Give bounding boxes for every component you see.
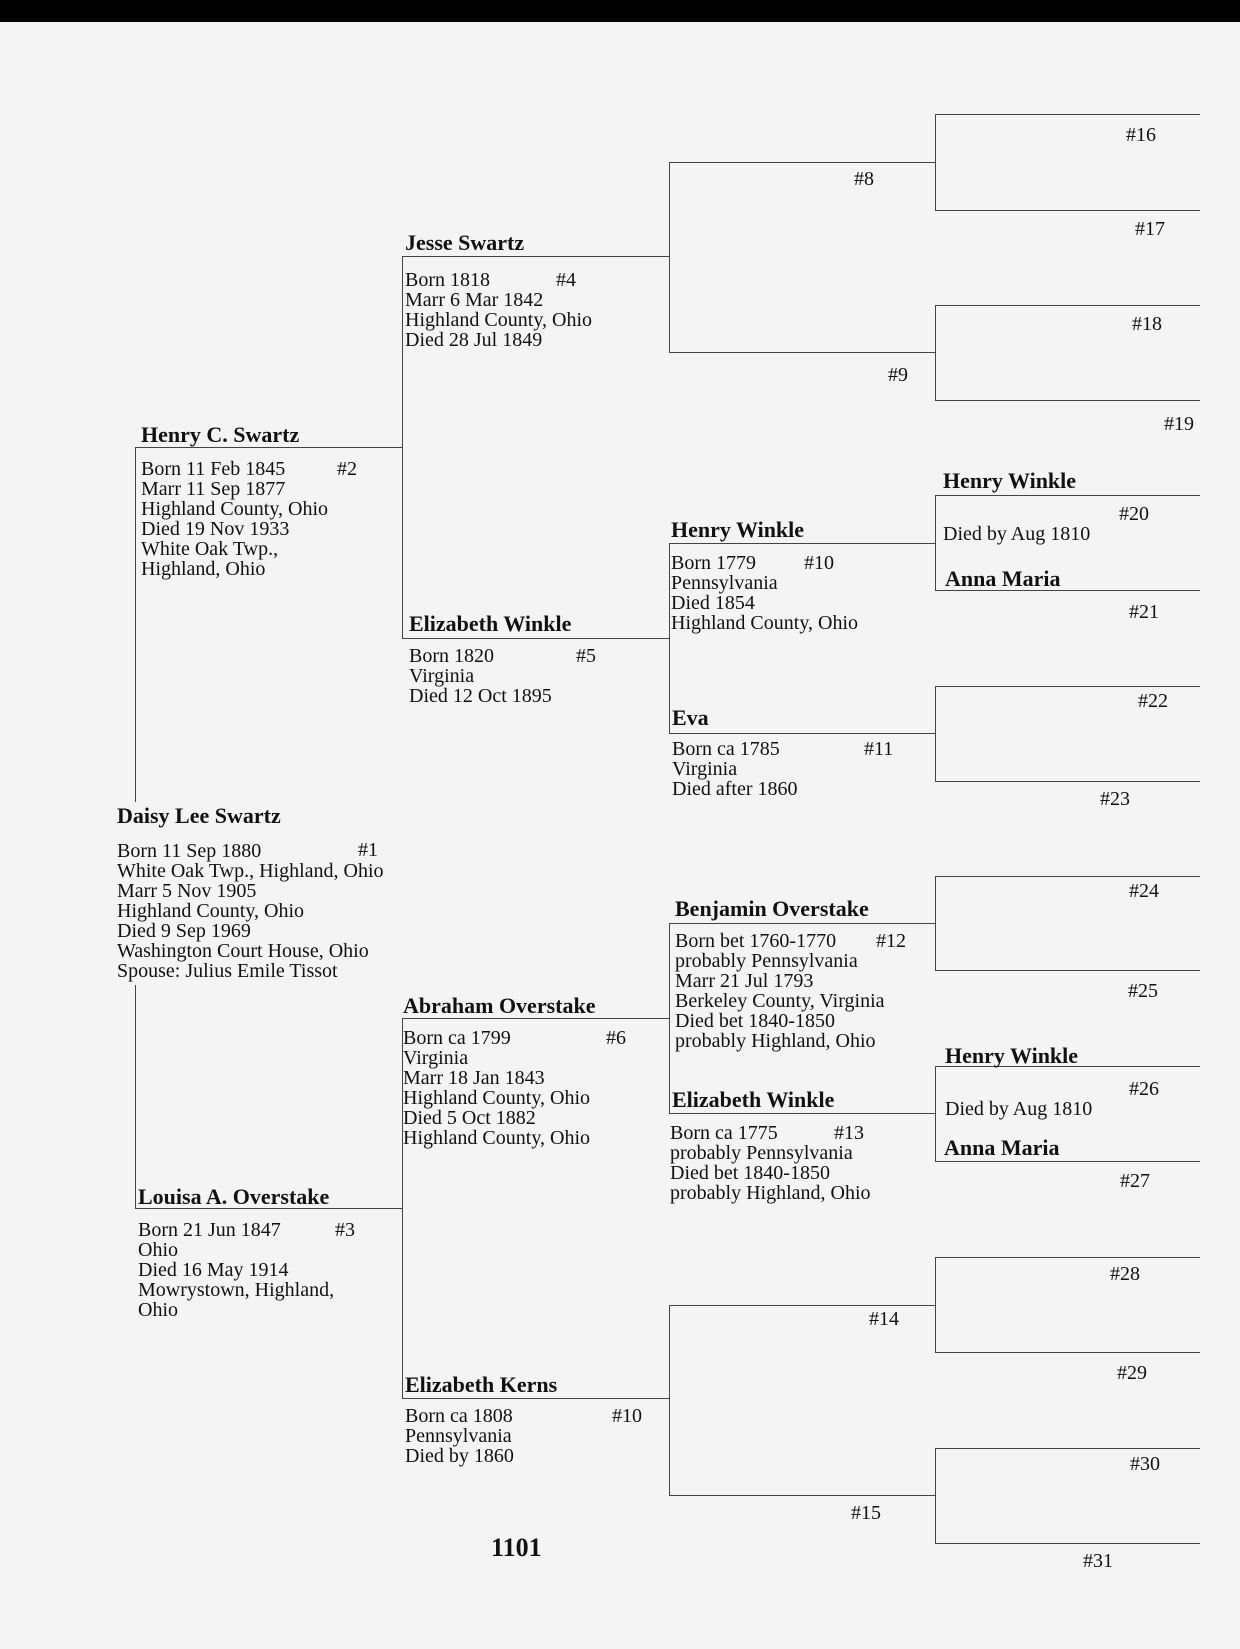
bracket-line	[669, 1305, 670, 1495]
detail-line: Born ca 1799	[403, 1027, 511, 1049]
underline-p4	[402, 256, 669, 257]
detail-line: Marr 21 Jul 1793	[675, 970, 814, 992]
detail-line: Died 5 Oct 1882	[403, 1107, 536, 1129]
detail-line: White Oak Twp.,	[141, 538, 279, 560]
person-29-number: #29	[1117, 1362, 1147, 1384]
detail-line: Born bet 1760-1770	[675, 930, 837, 952]
underline-p24	[935, 876, 1200, 877]
person-number: #4	[556, 269, 576, 291]
person-number: #2	[337, 458, 357, 480]
underline-p7	[402, 1398, 669, 1399]
person-number: #5	[576, 645, 596, 667]
person-name: Daisy Lee Swartz	[117, 803, 281, 828]
detail-line: Virginia	[403, 1047, 469, 1069]
person-24-number: #24	[1129, 880, 1159, 902]
detail-line: Marr 11 Sep 1877	[141, 478, 286, 500]
person-details	[405, 1406, 514, 1466]
person-number: #10	[612, 1405, 642, 1427]
person-details	[138, 1220, 334, 1320]
underline-p22	[935, 686, 1200, 687]
detail-line: Died bet 1840-1850	[675, 1010, 835, 1032]
person-number: #20	[1119, 503, 1149, 525]
person-name: Jesse Swartz	[405, 230, 525, 255]
detail-line: Died 28 Jul 1849	[405, 329, 543, 351]
person-8-number: #8	[854, 168, 874, 190]
detail-line: Born ca 1785	[672, 738, 780, 760]
underline-p20	[935, 495, 1200, 496]
underline-p17	[935, 210, 1200, 211]
person-details	[672, 739, 798, 799]
detail-line: probably Pennsylvania	[670, 1142, 853, 1164]
detail-line: Highland County, Ohio	[405, 309, 593, 331]
person-details	[945, 1099, 1092, 1119]
person-number: #27	[1120, 1170, 1150, 1192]
detail-line: Born 1820	[409, 645, 494, 667]
person-23-number: #23	[1100, 788, 1130, 810]
underline-p8	[669, 162, 935, 163]
detail-line: Born ca 1808	[405, 1405, 513, 1427]
underline-p29	[935, 1352, 1200, 1353]
person-number: #10	[804, 552, 834, 574]
underline-p16	[935, 114, 1200, 115]
person-number: #21	[1129, 601, 1159, 623]
detail-line: Died 16 May 1914	[138, 1259, 289, 1281]
person-number: #11	[864, 738, 894, 760]
person-22-number: #22	[1138, 690, 1168, 712]
person-name: Elizabeth Winkle	[672, 1087, 835, 1112]
person-name: Benjamin Overstake	[675, 896, 869, 921]
person-name: Henry Winkle	[671, 517, 805, 542]
underline-p31	[935, 1543, 1200, 1544]
person-14-number: #14	[869, 1308, 899, 1330]
person-number: #26	[1129, 1078, 1159, 1100]
underline-p15	[669, 1495, 935, 1496]
person-name: Henry C. Swartz	[141, 422, 300, 447]
detail-line: Died after 1860	[672, 778, 798, 800]
detail-line: Marr 18 Jan 1843	[403, 1067, 545, 1089]
person-name: Elizabeth Winkle	[409, 611, 572, 636]
person-number: #3	[335, 1219, 355, 1241]
person-name: Abraham Overstake	[403, 993, 596, 1018]
person-details	[405, 270, 592, 350]
detail-line: Died 9 Sep 1969	[117, 920, 251, 942]
bracket-line	[935, 1066, 936, 1161]
detail-line: Died 12 Oct 1895	[409, 685, 552, 707]
detail-line: Died 1854	[671, 592, 755, 614]
underline-p9	[669, 352, 935, 353]
detail-line: Died bet 1840-1850	[670, 1162, 830, 1184]
bracket-line	[935, 1448, 936, 1543]
detail-line: Virginia	[672, 758, 738, 780]
detail-line: Virginia	[409, 665, 475, 687]
person-name: Louisa A. Overstake	[138, 1184, 330, 1209]
bracket-line	[402, 256, 403, 638]
person-number: #13	[834, 1122, 864, 1144]
underline-p25	[935, 970, 1200, 971]
detail-line: Washington Court House, Ohio	[117, 940, 369, 962]
detail-line: Ohio	[138, 1299, 178, 1321]
detail-line: probably Highland, Ohio	[670, 1182, 871, 1204]
bracket-line	[935, 495, 936, 590]
person-name: Eva	[672, 705, 709, 730]
detail-line: Born 1779	[671, 552, 756, 574]
underline-p5	[402, 638, 669, 639]
detail-line: Ohio	[138, 1239, 178, 1261]
person-name: Anna Maria	[944, 1135, 1060, 1160]
underline-p6	[402, 1018, 669, 1019]
person-19-number: #19	[1164, 413, 1194, 435]
person-details	[117, 841, 384, 981]
person-number: #1	[358, 839, 378, 861]
underline-p14	[669, 1305, 935, 1306]
detail-line: Died by Aug 1810	[945, 1098, 1093, 1120]
detail-line: Born 1818	[405, 269, 490, 291]
bracket-line	[935, 305, 936, 400]
detail-line: Pennsylvania	[671, 572, 778, 594]
detail-line: Berkeley County, Virginia	[675, 990, 885, 1012]
detail-line: Born 11 Sep 1880	[117, 840, 262, 862]
underline-p12	[669, 923, 935, 924]
detail-line: Marr 6 Mar 1842	[405, 289, 544, 311]
underline-p10	[669, 543, 935, 544]
person-name: Anna Maria	[945, 566, 1061, 591]
bracket-line	[669, 923, 670, 1113]
detail-line: Highland County, Ohio	[671, 612, 859, 634]
detail-line: Born 21 Jun 1847	[138, 1219, 281, 1241]
person-details	[409, 646, 552, 706]
detail-line: Mowrystown, Highland,	[138, 1279, 335, 1301]
underline-p11	[669, 733, 935, 734]
person-details	[141, 459, 328, 579]
bracket-line	[669, 162, 670, 352]
detail-line: Pennsylvania	[405, 1425, 512, 1447]
detail-line: Spouse: Julius Emile Tissot	[117, 960, 338, 982]
underline-p23	[935, 781, 1200, 782]
page-number: 1101	[491, 1533, 542, 1562]
person-25-number: #25	[1128, 980, 1158, 1002]
person-28-number: #28	[1110, 1263, 1140, 1285]
detail-line: Died 19 Nov 1933	[141, 518, 290, 540]
detail-line: Highland, Ohio	[141, 558, 266, 580]
underline-p27	[935, 1161, 1200, 1162]
detail-line: Died by Aug 1810	[943, 523, 1091, 545]
underline-p2	[135, 447, 402, 448]
person-details	[670, 1123, 871, 1203]
person-15-number: #15	[851, 1502, 881, 1524]
bracket-line	[935, 686, 936, 781]
bracket-line	[135, 985, 136, 1208]
detail-line: Highland County, Ohio	[117, 900, 305, 922]
underline-p30	[935, 1448, 1200, 1449]
person-details	[675, 931, 885, 1051]
person-details	[943, 524, 1090, 544]
person-16-number: #16	[1126, 124, 1156, 146]
detail-line: Born ca 1775	[670, 1122, 778, 1144]
detail-line: probably Pennsylvania	[675, 950, 858, 972]
underline-p19	[935, 400, 1200, 401]
underline-p18	[935, 305, 1200, 306]
person-details	[403, 1028, 590, 1148]
person-name: Elizabeth Kerns	[405, 1372, 558, 1397]
detail-line: Born 11 Feb 1845	[141, 458, 286, 480]
bracket-line	[669, 543, 670, 733]
underline-p13	[669, 1113, 935, 1114]
detail-line: probably Highland, Ohio	[675, 1030, 876, 1052]
person-number: #12	[876, 930, 906, 952]
person-30-number: #30	[1130, 1453, 1160, 1475]
underline-p28	[935, 1257, 1200, 1258]
person-name: Henry Winkle	[943, 468, 1077, 493]
detail-line: Died by 1860	[405, 1445, 514, 1467]
bracket-line	[935, 114, 936, 210]
detail-line: Highland County, Ohio	[403, 1127, 591, 1149]
person-31-number: #31	[1083, 1550, 1113, 1572]
bracket-line	[135, 447, 136, 802]
bracket-line	[935, 1257, 936, 1352]
top-black-bar	[0, 0, 1240, 22]
person-details	[671, 553, 858, 633]
detail-line: Highland County, Ohio	[403, 1087, 591, 1109]
bracket-line	[935, 876, 936, 970]
person-17-number: #17	[1135, 218, 1165, 240]
person-name: Henry Winkle	[945, 1043, 1079, 1068]
person-9-number: #9	[888, 364, 908, 386]
detail-line: Marr 5 Nov 1905	[117, 880, 257, 902]
detail-line: White Oak Twp., Highland, Ohio	[117, 860, 384, 882]
detail-line: Highland County, Ohio	[141, 498, 329, 520]
person-18-number: #18	[1132, 313, 1162, 335]
person-number: #6	[606, 1027, 626, 1049]
